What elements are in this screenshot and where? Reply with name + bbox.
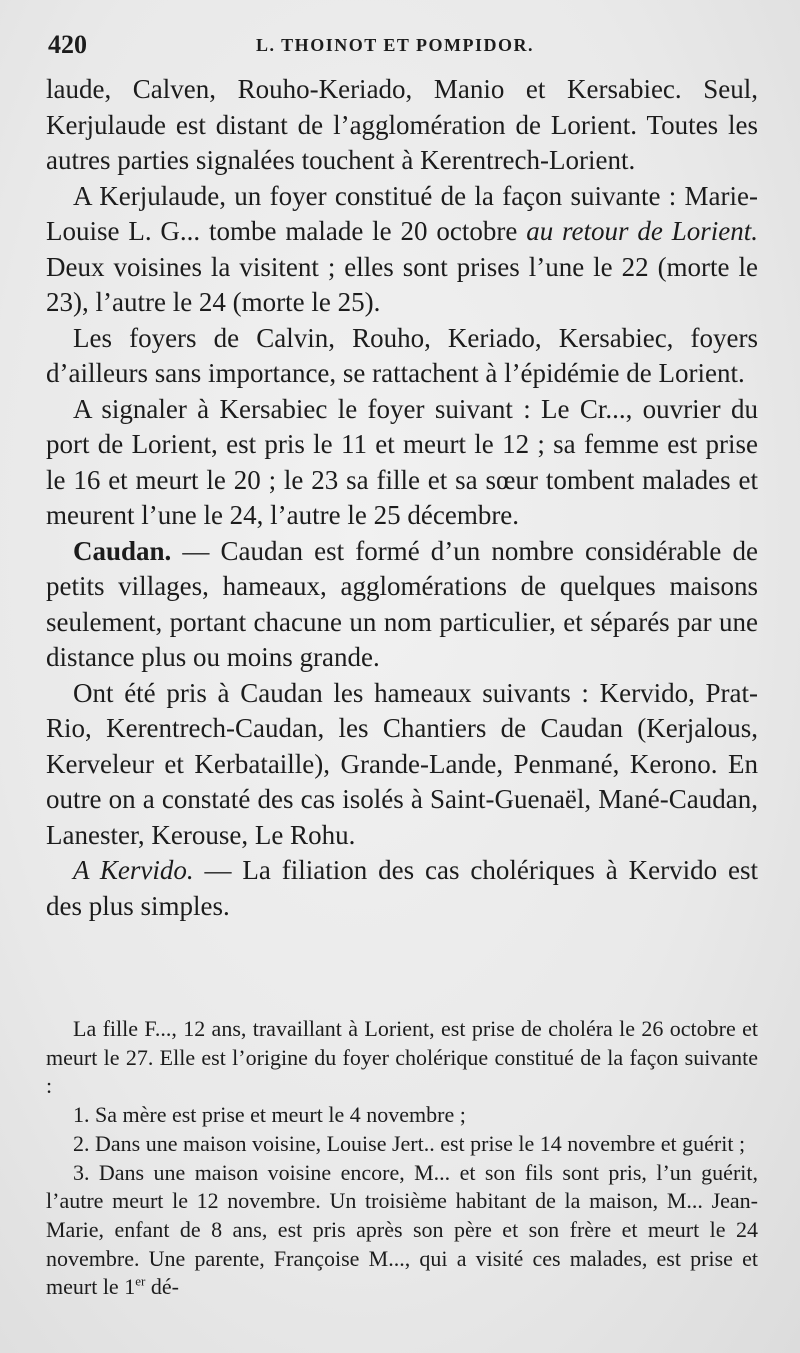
paragraph-kerjulaude — [46, 179, 758, 321]
paragraph-text: A signaler à Kersabiec le foyer suivant : Le Cr..., ouvrier du port de Lorient, est pris le 11 et meurt le 12 ; sa femme est prise le 16 et meurt le 20 ; le 23 sa fille et sa sœur tombent malades et meurent l’une le 24, l’autre le 25 décembre. — [46, 393, 758, 530]
section-heading-caudan: Caudan. — [73, 535, 172, 566]
paragraph-caudan — [46, 534, 758, 676]
page-number: 420 — [48, 30, 87, 59]
paragraph-text: 3. Dans une maison voisine encore, M... et son fils sont pris, l’un guérit, l’autre meurt le 12 novembre. Un troisième habitant de la maison, M... Jean-Marie, enfant de 8 ans, est pris après son père et son frère et meurt le 24 novembre. Une parente, Françoise M..., qui a visité ces malades, est prise et meurt le 1 — [46, 1159, 758, 1300]
paragraph-kersabiec — [46, 392, 758, 534]
paragraph-text: laude, Calven, Rouho-Keriado, Manio et Kersabiec. Seul, Kerjulaude est distant de l’agglomération de Lorient. Toutes les autres parties signalées touchent à Kerentrech-Lorient. — [46, 74, 758, 175]
paragraph-hameaux — [46, 676, 758, 854]
paragraph-kervido — [46, 853, 758, 924]
paragraph-text: dé- — [145, 1274, 179, 1300]
paragraph-text: — La filiation des cas cholériques à Kervido est des plus simples. — [46, 855, 758, 921]
paragraph-text: Les foyers de Calvin, Rouho, Keriado, Kersabiec, foyers d’ailleurs sans importance, se rattachent à l’épidémie de Lorient. — [46, 322, 758, 388]
paragraph-text: 2. Dans une maison voisine, Louise Jert.. est prise le 14 novembre et guérit ; — [73, 1130, 746, 1156]
paragraph-text: Deux voisines la visitent ; elles sont prises l’une le 22 (morte le 23), l’autre le 24 (morte le 25). — [46, 251, 758, 317]
paragraph-text: 1. Sa mère est prise et meurt le 4 novembre ; — [73, 1102, 466, 1128]
paragraph-foyers — [46, 321, 758, 392]
case-item-3 — [46, 1159, 758, 1303]
case-intro — [46, 1015, 758, 1101]
paragraph-text: Ont été pris à Caudan les hameaux suivants : Kervido, Prat-Rio, Kerentrech-Caudan, les Chantiers de Caudan (Kerjalous, Kerveleur et Kerbataille), Grande-Lande, Penmané, Kerono. En outre on a constaté des cas isolés à Saint-Guenaël, Mané-Caudan, Lanester, Kerouse, Le Rohu. — [46, 677, 758, 850]
paragraph-continuation — [46, 72, 758, 179]
subsection-heading-kervido: A Kervido. — [73, 855, 194, 885]
main-text — [46, 72, 758, 924]
paragraph-text: — Caudan est formé d’un nombre considérable de petits villages, hameaux, agglomérations de quelques maisons seulement, portant chacune un nom particulier, et séparés par une distance plus ou moins grande. — [46, 535, 758, 672]
running-head — [48, 30, 758, 66]
running-title: L. THOINOT ET POMPIDOR. — [256, 35, 535, 55]
ordinal-superscript: er — [135, 1274, 146, 1289]
paragraph-text: A Kerjulaude, un foyer constitué de la façon suivante : Marie-Louise L. G... tombe malade le 20 octobre — [46, 180, 758, 246]
italic-phrase: au retour de Lorient. — [526, 216, 758, 246]
paragraph-text: La fille F..., 12 ans, travaillant à Lorient, est prise de choléra le 26 octobre et meurt le 27. Elle est l’origine du foyer cholérique constitué de la façon suivante : — [46, 1016, 758, 1099]
case-details — [46, 1015, 758, 1302]
case-item-1 — [46, 1101, 758, 1130]
case-item-2 — [46, 1130, 758, 1159]
